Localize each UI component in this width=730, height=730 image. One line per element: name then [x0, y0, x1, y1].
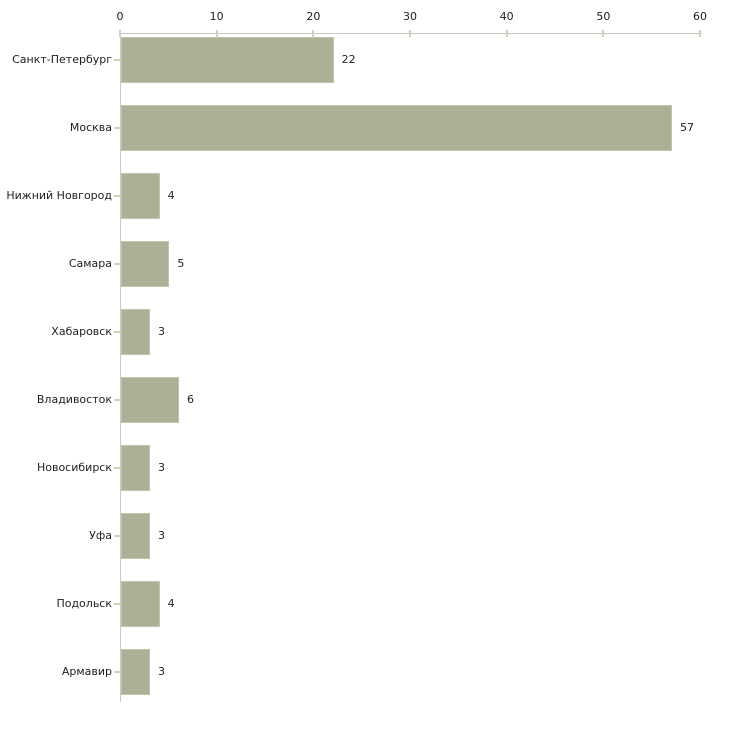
y-axis-label: Санкт-Петербург [12, 53, 112, 66]
value-label: 4 [167, 597, 175, 610]
value-label: 6 [187, 393, 194, 406]
y-axis-label: Нижний Новгород [6, 189, 112, 202]
y-axis-label: Уфа [89, 529, 112, 542]
bar [121, 241, 169, 287]
bar [121, 377, 179, 423]
x-tick-label: 10 [209, 10, 224, 23]
y-axis-label: Хабаровск [51, 325, 112, 338]
x-tick-mark [602, 30, 604, 37]
bar [121, 37, 334, 83]
y-tick-mark [114, 263, 120, 265]
y-axis-label: Владивосток [36, 393, 112, 406]
x-tick-label: 50 [596, 10, 611, 23]
x-tick-mark [216, 30, 218, 37]
x-tick-mark [119, 30, 121, 37]
value-label: 3 [158, 529, 165, 542]
bar [121, 581, 160, 627]
value-label: 3 [158, 325, 165, 338]
bar [121, 649, 150, 695]
y-axis-label: Москва [69, 121, 112, 134]
y-axis-label: Подольск [56, 597, 112, 610]
y-axis-label: Армавир [61, 665, 112, 678]
value-label: 57 [680, 121, 694, 134]
x-tick-label: 30 [403, 10, 417, 23]
bar [121, 173, 160, 219]
x-tick-mark [409, 30, 411, 37]
value-label: 22 [341, 53, 356, 66]
x-tick-mark [699, 30, 701, 37]
y-tick-mark [114, 535, 120, 537]
value-label: 3 [158, 665, 165, 678]
y-tick-mark [114, 603, 120, 605]
bar [121, 105, 672, 151]
x-tick-label: 40 [499, 10, 514, 23]
y-tick-mark [114, 195, 120, 197]
value-label: 4 [167, 189, 175, 202]
y-tick-mark [114, 59, 120, 61]
x-tick-label: 20 [306, 10, 321, 23]
value-label: 3 [158, 461, 165, 474]
x-tick-label: 60 [693, 10, 707, 23]
bar [121, 309, 150, 355]
y-tick-mark [114, 127, 120, 129]
bar [121, 445, 150, 491]
y-tick-mark [114, 399, 120, 401]
x-axis-line [120, 33, 702, 34]
y-tick-mark [114, 671, 120, 673]
value-label: 5 [177, 257, 185, 270]
y-axis-label: Новосибирск [36, 461, 112, 474]
y-tick-mark [114, 331, 120, 333]
x-tick-mark [506, 30, 508, 37]
x-tick-mark [312, 30, 314, 37]
y-axis-label: Самара [68, 257, 112, 270]
bar [121, 513, 150, 559]
y-tick-mark [114, 467, 120, 469]
x-tick-label: 0 [116, 10, 124, 23]
